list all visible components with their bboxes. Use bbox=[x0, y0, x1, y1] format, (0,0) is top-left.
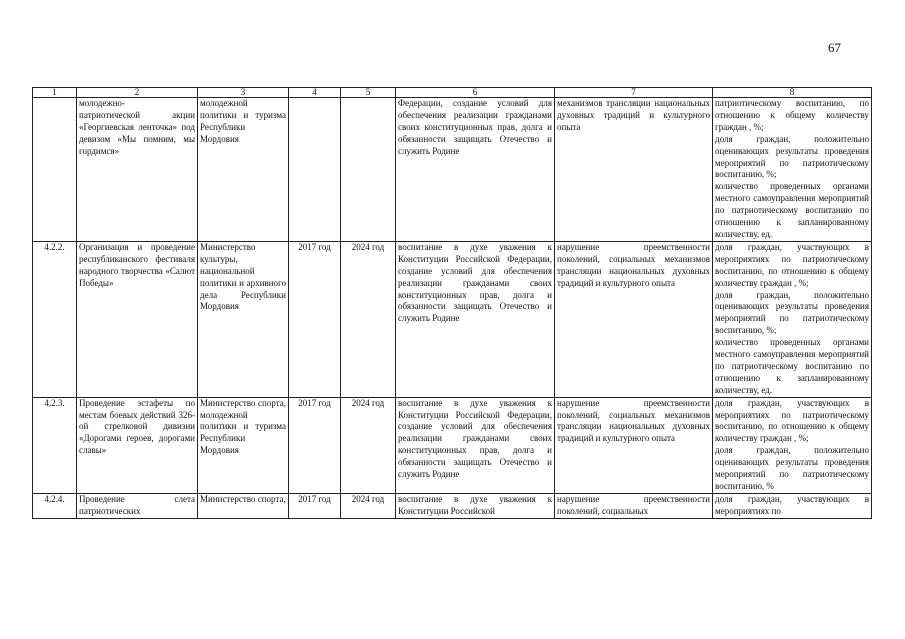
cell-event bbox=[77, 397, 198, 493]
cell-start-year bbox=[289, 98, 341, 242]
cell-start-year bbox=[289, 241, 341, 397]
cell-consequences bbox=[555, 241, 713, 397]
cell-indicators bbox=[713, 241, 872, 397]
col-header-3: 3 bbox=[198, 88, 289, 98]
cell-expected-result-line: воспитание в духе уважения к Конституции Российской bbox=[398, 493, 552, 516]
cell-expected-result bbox=[396, 397, 555, 493]
cell-executor-line: Министерство спорта, молодежной политики и туризма Республики Мордовия bbox=[200, 397, 286, 456]
col-header-2: 2 bbox=[77, 88, 198, 98]
cell-number bbox=[33, 98, 77, 242]
table-row bbox=[33, 98, 872, 242]
cell-number-line: 4.2.2. bbox=[44, 241, 65, 252]
cell-consequences bbox=[555, 98, 713, 242]
cell-indicators bbox=[713, 493, 872, 518]
cell-event bbox=[77, 98, 198, 242]
cell-indicators-line: доля граждан, участвующих в мероприятиях по патриотическому воспитанию, по отношению к общему количеству граждан , %; bbox=[715, 397, 869, 444]
cell-consequences-line: нарушение преемственности поколений, социальных механизмов трансляции национальных духовных традиций и культурного опыта bbox=[557, 397, 710, 444]
cell-consequences-line: нарушение преемственности поколений, социальных bbox=[557, 493, 710, 516]
cell-number bbox=[33, 493, 77, 518]
cell-consequences bbox=[555, 397, 713, 493]
cell-end-year-line: 2024 год bbox=[351, 493, 385, 504]
cell-number bbox=[33, 241, 77, 397]
cell-consequences-line: нарушение преемственности поколений, социальных механизмов трансляции национальных духовных традиций и культурного опыта bbox=[557, 241, 710, 288]
cell-executor bbox=[198, 397, 289, 493]
cell-end-year bbox=[341, 241, 396, 397]
cell-consequences bbox=[555, 493, 713, 518]
cell-number bbox=[33, 397, 77, 493]
cell-executor-line: Министерство спорта, bbox=[200, 493, 286, 504]
cell-number-line: 4.2.4. bbox=[44, 493, 65, 504]
cell-indicators-line: доля граждан, положительно оценивающих результаты проведения мероприятий по патриотическому воспитанию, %; bbox=[715, 133, 869, 180]
table-row bbox=[33, 397, 872, 493]
cell-expected-result-line: воспитание в духе уважения к Конституции Российской Федерации, создание условий для обеспечения реализации гражданами своих конституционных прав, долга и обязанности защищать Отечество и служить Родине bbox=[398, 397, 552, 480]
table-row bbox=[33, 241, 872, 397]
cell-start-year bbox=[289, 493, 341, 518]
cell-indicators bbox=[713, 98, 872, 242]
page-number: 67 bbox=[828, 40, 841, 55]
cell-indicators-line: количество проведенных органами местного самоуправления мероприятий по патриотическому воспитанию по отношению к запланированному количеству, ед. bbox=[715, 181, 869, 239]
cell-indicators-line: доля граждан, участвующих в мероприятиях по патриотическому воспитанию, по отношению к общему количеству граждан , %; bbox=[715, 241, 869, 288]
cell-end-year bbox=[341, 397, 396, 493]
cell-start-year-line: 2017 год bbox=[298, 493, 331, 504]
cell-expected-result bbox=[396, 241, 555, 397]
cell-expected-result-line: воспитание в духе уважения к Конституции Российской Федерации, создание условий для обеспечения реализации гражданами своих конституционных прав, долга и обязанности защищать Отечество и служить Родине bbox=[398, 241, 552, 324]
cell-end-year-line: 2024 год bbox=[351, 241, 385, 252]
cell-indicators-line: патриотическому воспитанию, по отношению к общему количеству граждан , %; bbox=[715, 98, 869, 132]
col-header-4: 4 bbox=[289, 88, 341, 98]
cell-executor bbox=[198, 98, 289, 242]
cell-executor-line: Министерство культуры, национальной политики и архивного дела Республики Мордовия bbox=[200, 241, 286, 312]
cell-event-line: Организация и проведение республиканского фестиваля народного творчества «Салют Победы» bbox=[79, 241, 195, 288]
table-row bbox=[33, 493, 872, 518]
cell-start-year bbox=[289, 397, 341, 493]
header-row bbox=[33, 88, 872, 98]
cell-event-line: патриотической акции «Георгиевская ленточка» под девизом «Мы помним, мы гордимся» bbox=[79, 109, 195, 156]
cell-consequences-line: механизмов трансляции национальных духовных традиций и культурного опыта bbox=[557, 98, 710, 132]
cell-executor bbox=[198, 493, 289, 518]
cell-end-year bbox=[341, 493, 396, 518]
cell-event-line: молодежно- bbox=[79, 98, 125, 108]
measures-table bbox=[32, 87, 872, 519]
cell-number-line: 4.2.3. bbox=[44, 397, 65, 408]
cell-expected-result bbox=[396, 493, 555, 518]
cell-start-year-line: 2017 год bbox=[298, 241, 331, 252]
col-header-7: 7 bbox=[555, 88, 713, 98]
cell-executor bbox=[198, 241, 289, 397]
cell-event bbox=[77, 241, 198, 397]
cell-executor-line: молодежной политики и туризма Республики Мордовия bbox=[200, 98, 286, 144]
cell-expected-result-line: Федерации, создание условий для обеспечения реализации гражданами своих конституционных прав, долга и обязанности защищать Отечество и служить Родине bbox=[398, 98, 552, 156]
cell-end-year-line: 2024 год bbox=[351, 397, 385, 408]
cell-expected-result bbox=[396, 98, 555, 242]
col-header-1: 1 bbox=[33, 88, 77, 98]
cell-indicators-line: доля граждан, положительно оценивающих результаты проведения мероприятий по патриотическому воспитанию, %; bbox=[715, 289, 869, 336]
col-header-6: 6 bbox=[396, 88, 555, 98]
cell-event-line: Проведение слета патриотических bbox=[79, 493, 195, 516]
cell-event-line: Проведение эстафеты по местам боевых действий 326-ой стрелковой дивизии «Дорогами героев, дорогами славы» bbox=[79, 397, 195, 456]
cell-indicators bbox=[713, 397, 872, 493]
table-body bbox=[33, 98, 872, 519]
col-header-5: 5 bbox=[341, 88, 396, 98]
cell-start-year-line: 2017 год bbox=[298, 397, 331, 408]
cell-end-year bbox=[341, 98, 396, 242]
cell-indicators-line: количество проведенных органами местного самоуправления мероприятий по патриотическому воспитанию по отношению к запланированному количеству, ед. bbox=[715, 337, 869, 395]
cell-event bbox=[77, 493, 198, 518]
cell-indicators-line: доля граждан, участвующих в мероприятиях по bbox=[715, 493, 869, 516]
cell-indicators-line: доля граждан, положительно оценивающих результаты проведения мероприятий по патриотическому воспитанию, % bbox=[715, 445, 869, 491]
col-header-8: 8 bbox=[713, 88, 872, 98]
